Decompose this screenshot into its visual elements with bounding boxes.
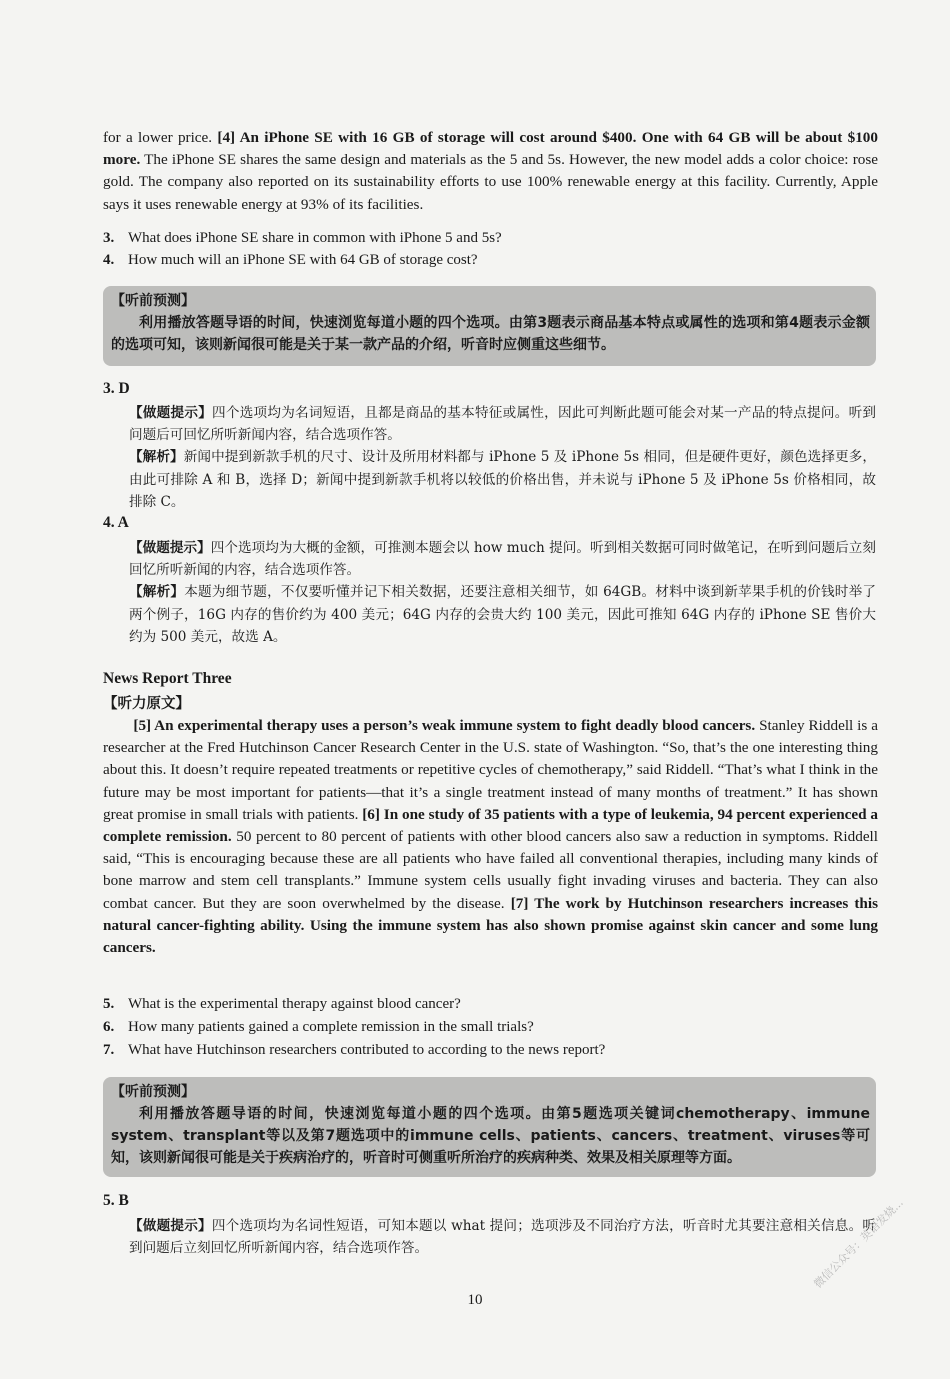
hint-block	[129, 1215, 876, 1259]
question-number: 3.	[103, 230, 115, 246]
explanation-block	[129, 581, 876, 648]
explanation-text: 新闻中提到新款手机的尺寸、设计及所用材料都与 iPhone 5 及 iPhone 5s 相同，但是硬件更好，颜色选择更多，由此可排除 A 和 B，选择 D；新闻中提到新款手机将以较低的价格出售，并未说与 iPhone 5 及 iPhone 5s 价格相同，故排除 C。	[129, 449, 876, 510]
page-number: 10	[467, 1292, 483, 1308]
hint-tag: 【做题提示】	[129, 1218, 212, 1234]
intro-key-sentence: [4] An iPhone SE with 16 GB of storage will cost around $400. One with 64 GB will be about $100 more.	[103, 129, 878, 169]
hint-tag: 【做题提示】	[129, 405, 213, 421]
question-number: 4.	[103, 252, 115, 268]
question-6	[103, 1016, 878, 1038]
box-title: 【听前预测】	[111, 1084, 195, 1100]
watermark: 微信公众号：英语发烧...	[811, 1196, 906, 1291]
explanation-tag: 【解析】	[129, 449, 184, 466]
question-number: 5.	[103, 996, 115, 1012]
intro-paragraph	[103, 127, 878, 216]
box-body: 利用播放答题导语的时间，快速浏览每道小题的四个选项。由第5题选项关键词chemotherapy、immune system、transplant等以及第7题选项中的immune cells、patients、cancers、treatment、viruses等可知，该则新闻很可能是关于疾病治疗的，听音时可侧重听所治疗的疾病种类、效果及相关原理等方面。	[111, 1106, 870, 1166]
question-text: What does iPhone SE share in common with iPhone 5 and 5s?	[128, 230, 502, 246]
news-transcript	[103, 715, 878, 959]
answer-4-label: 4. A	[103, 514, 129, 531]
intro-text-1: for a lower price.	[103, 129, 218, 146]
hint-tag: 【做题提示】	[129, 540, 211, 556]
key-sentence-7: [7] The work by Hutchinson researchers increases this natural cancer-fighting ability. Using the immune system has also shown promise against skin cancer and some lung cancers.	[103, 894, 878, 957]
answer-5-detail	[129, 1215, 876, 1259]
key-sentence-5: [5] An experimental therapy uses a person’s weak immune system to fight deadly blood cancers.	[133, 717, 756, 734]
hint-text: 四个选项均为名词短语，且都是商品的基本特征或属性，因此可判断此题可能会对某一产品的特点提问。听到问题后可回忆所听新闻内容，结合选项作答。	[129, 405, 877, 444]
explanation-block	[129, 446, 876, 513]
answer-3-detail	[129, 402, 876, 513]
box-title: 【听前预测】	[111, 293, 195, 309]
hint-text: 四个选项均为大概的金额，可推测本题会以 how much 提问。听到相关数据可同时做笔记，在听到问题后立刻回忆所听新闻的内容，结合选项作答。	[129, 540, 876, 579]
answer-3-label: 3. D	[103, 380, 130, 397]
answer-4-detail	[129, 537, 876, 648]
hint-block	[129, 402, 876, 446]
question-text: How many patients gained a complete remission in the small trials?	[128, 1019, 534, 1035]
section-title: News Report Three	[103, 670, 232, 687]
intro-text-2: The iPhone SE shares the same design and materials as the 5 and 5s. However, the new model adds a color choice: rose gold. The company also reported on its sustainability efforts to use 100% renewable energy at this facility. Currently, Apple says it uses renewable energy at 93% of its facilities.	[103, 151, 878, 213]
question-text: What have Hutchinson researchers contributed to according to the news report?	[128, 1042, 606, 1058]
transcript-text-2: 50 percent to 80 percent of patients with other blood cancers also saw a reduction in symptoms. Riddell said, “This is encouraging because these are all patients who have failed all conventional therapies, including many kinds of bone marrow and stem cell transplants.” Immune system cells usually fight invading viruses and bacteria. They can also combat cancer. But they are soon overwhelmed by the disease.	[103, 828, 878, 912]
question-3	[103, 227, 878, 249]
pre-listening-box-1	[103, 286, 876, 366]
question-5	[103, 993, 878, 1015]
explanation-text: 本题为细节题，不仅要听懂并记下相关数据，还要注意相关细节，如 64GB。材料中谈到新苹果手机的价钱时举了两个例子，16G 内存的售价约为 400 美元；64G 内存的会贵大约 100 美元，因此可推知 64G 内存的 iPhone SE 售价大约为 500 美元，故选 A。	[129, 584, 877, 645]
key-sentence-6: [6] In one study of 35 patients with a type of leukemia, 94 percent experienced a complete remission.	[103, 805, 879, 846]
box-body: 利用播放答题导语的时间，快速浏览每道小题的四个选项。由第3题表示商品基本特点或属性的选项和第4题表示金额的选项可知，该则新闻很可能是关于某一款产品的介绍，听音时应侧重这些细节。	[111, 315, 870, 353]
question-text: How much will an iPhone SE with 64 GB of storage cost?	[128, 252, 478, 268]
question-4	[103, 249, 878, 271]
question-number: 6.	[103, 1019, 115, 1035]
question-text: What is the experimental therapy against blood cancer?	[128, 996, 461, 1012]
hint-text: 四个选项均为名词性短语，可知本题以 what 提问；选项涉及不同治疗方法，听音时尤其要注意相关信息。听到问题后立刻回忆所听新闻内容，结合选项作答。	[129, 1218, 877, 1257]
question-number: 7.	[103, 1042, 115, 1058]
answer-5-label: 5. B	[103, 1192, 129, 1209]
hint-block	[129, 537, 876, 581]
pre-listening-box-2	[103, 1077, 876, 1177]
question-7	[103, 1039, 878, 1061]
explanation-tag: 【解析】	[129, 584, 185, 601]
transcript-text-1: Stanley Riddell is a researcher at the Fred Hutchinson Cancer Research Center in the U.S. state of Washington. “So, that’s the one interesting thing about this. It doesn’t require repeated treatments or repetitive cycles of chemotherapy,” said Riddell. “That’s what I think in the future may be most important for patients—that it’s a single treatment instead of many months of treatment.” It has shown great promise in small trials with patients.	[103, 717, 878, 823]
section-subtitle: 【听力原文】	[103, 696, 190, 712]
